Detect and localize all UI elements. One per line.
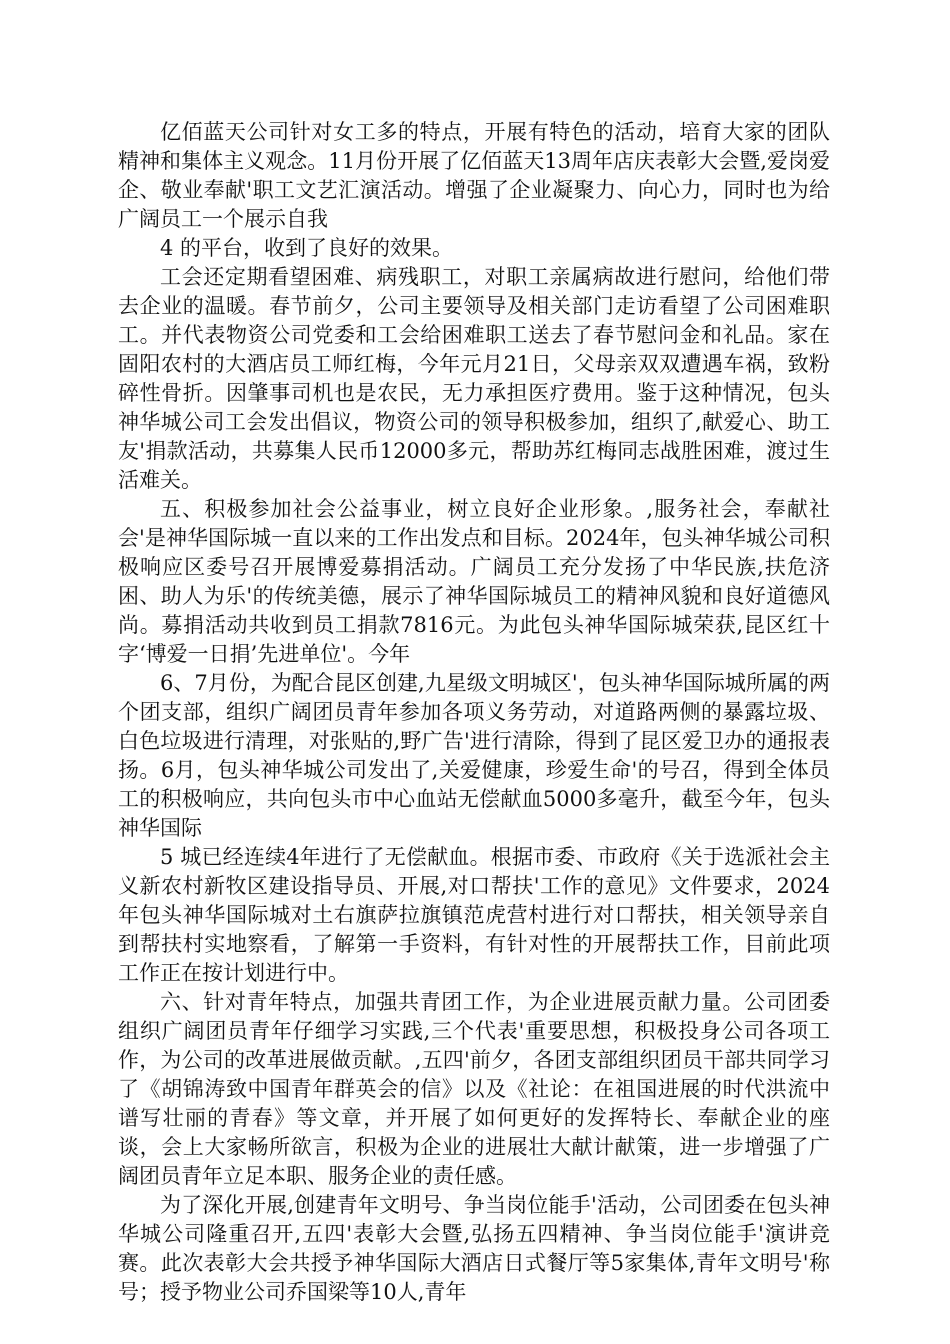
paragraph-8: 为了深化开展,创建青年文明号、争当岗位能手'活动，公司团委在包头神华城公司隆重召开,五四'表彰大会暨,弘扬五四精神、争当岗位能手'演讲竞赛。此次表彰大会共授予神华国际大酒店日式餐厅等5家集体,青年文明号'称号；授予物业公司乔国梁等10人,青年	[118, 1193, 830, 1304]
paragraph-7: 六、针对青年特点，加强共青团工作，为企业进展贡献力量。公司团委组织广阔团员青年仔细学习实践,三个代表'重要思想，积极投身公司各项工作，为公司的改革进展做贡献。,五四'前夕，各团支部组织团员干部共同学习了《胡锦涛致中国青年群英会的信》以及《社论：在祖国进展的时代洪流中谱写壮丽的青春》等文章，并开展了如何更好的发挥特长、奉献企业的座谈，会上大家畅所欲言，积极为企业的进展壮大献计献策，进一步增强了广阔团员青年立足本职、服务企业的责任感。	[118, 990, 830, 1188]
paragraph-6: 5 城已经连续4年进行了无偿献血。根据市委、市政府《关于选派社会主义新农村新牧区建设指导员、开展,对口帮扶'工作的意见》文件要求，2024年包头神华国际城对土右旗萨拉旗镇范虎营村进行对口帮扶，相关领导亲自到帮扶村实地察看，了解第一手资料，有针对性的开展帮扶工作，目前此项工作正在按计划进行中。	[118, 845, 830, 985]
document-body	[118, 118, 830, 1307]
paragraph-5: 6、7月份，为配合昆区创建,九星级文明城区'，包头神华国际城所属的两个团支部，组织广阔团员青年参加各项义务劳动，对道路两侧的暴露垃圾、白色垃圾进行清理，对张贴的,野广告'进行清除，得到了昆区爱卫办的通报表扬。6月，包头神华城公司发出了,关爱健康，珍爱生命'的号召，得到全体员工的积极响应，共向包头市中心血站无偿献血5000多毫升，截至今年，包头神华国际	[118, 671, 830, 840]
paragraph-2: 4 的平台，收到了良好的效果。	[160, 236, 454, 260]
paragraph-1: 亿佰蓝天公司针对女工多的特点，开展有特色的活动，培育大家的团队精神和集体主义观念。11月份开展了亿佰蓝天13周年店庆表彰大会暨,爱岗爱企、敬业奉献'职工文艺汇演活动。增强了企业凝聚力、向心力，同时也为给广阔员工一个展示自我	[118, 120, 830, 231]
paragraph-4: 五、积极参加社会公益事业，树立良好企业形象。,服务社会，奉献社会'是神华国际城一直以来的工作出发点和目标。2024年，包头神华城公司积极响应区委号召开展博爱募捐活动。广阔员工充分发扬了中华民族,扶危济困、助人为乐'的传统美德，展示了神华国际城员工的精神风貌和良好道德风尚。募捐活动共收到员工捐款7816元。为此包头神华国际城荣获,昆区红十字‘博爱一日捐’先进单位'。今年	[118, 497, 830, 666]
paragraph-3: 工会还定期看望困难、病残职工，对职工亲属病故进行慰问，给他们带去企业的温暖。春节前夕，公司主要领导及相关部门走访看望了公司困难职工。并代表物资公司党委和工会给困难职工送去了春节慰问金和礼品。家在固阳农村的大酒店员工师红梅，今年元月21日，父母亲双双遭遇车祸，致粉碎性骨折。因肇事司机也是农民，无力承担医疗费用。鉴于这种情况，包头神华城公司工会发出倡议，物资公司的领导积极参加，组织了,献爱心、助工友'捐款活动，共募集人民币12000多元，帮助苏红梅同志战胜困难，渡过生活难关。	[118, 265, 830, 492]
